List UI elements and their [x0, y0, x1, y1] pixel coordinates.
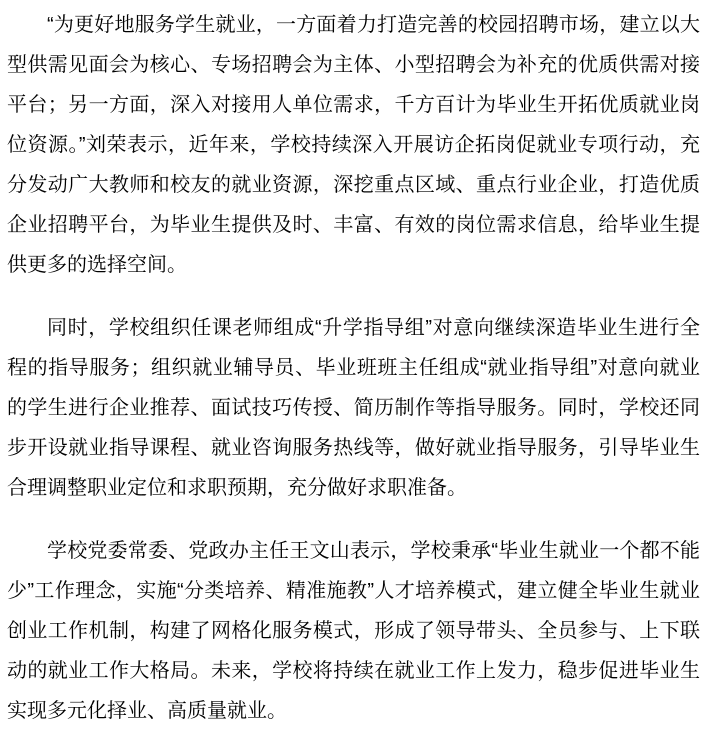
- article-paragraph-recruitment-platform: “为更好地服务学生就业，一方面着力打造完善的校园招聘市场，建立以大型供需见面会为核心、专场招聘会为主体、小型招聘会为补充的优质供需对接平台；另一方面，深入对接用人单位需求，千方百计为毕业生开拓优质就业岗位资源。”刘荣表示，近年来，学校持续深入开展访企拓岗促就业专项行动，充分发动广大教师和校友的就业资源，深挖重点区域、重点行业企业，打造优质企业招聘平台，为毕业生提供及时、丰富、有效的岗位需求信息，给毕业生提供更多的选择空间。: [7, 14, 700, 276]
- article-paragraph-guidance-groups: 同时，学校组织任课老师组成“升学指导组”对意向继续深造毕业生进行全程的指导服务；组织就业辅导员、毕业班班主任组成“就业指导组”对意向就业的学生进行企业推荐、面试技巧传授、简历制作等指导服务。同时，学校还同步开设就业指导课程、就业咨询服务热线等，做好就业指导服务，引导毕业生合理调整职业定位和求职预期，充分做好求职准备。: [7, 317, 700, 499]
- article-paragraph-school-leadership: 学校党委常委、党政办主任王文山表示，学校秉承“毕业生就业一个都不能少”工作理念，实施“分类培养、精准施教”人才培养模式，建立健全毕业生就业创业工作机制，构建了网格化服务模式，形成了领导带头、全员参与、上下联动的就业工作大格局。未来，学校将持续在就业工作上发力，稳步促进毕业生实现多元化择业、高质量就业。: [7, 540, 700, 722]
